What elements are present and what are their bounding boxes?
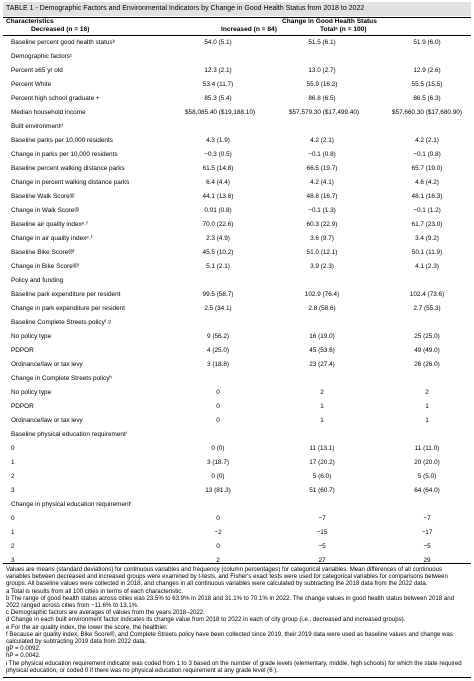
row-label: 2 <box>11 473 15 480</box>
table-row <box>0 120 474 134</box>
table-note: a Total is results from all 100 cities in terms of each characteristic. <box>6 587 184 595</box>
cell-increased: 1 <box>320 403 324 410</box>
table-row <box>0 372 474 386</box>
cell-decreased: 13 (81.3) <box>205 487 231 494</box>
row-label: Percent high school graduate + <box>11 95 100 102</box>
table-row <box>0 190 474 204</box>
cell-total: 51.9 (6.0) <box>413 39 441 46</box>
cell-decreased: 3 (18.8) <box>206 361 230 368</box>
cell-decreased: 3 (18.7) <box>206 459 230 466</box>
cell-increased: −15 <box>316 529 328 536</box>
table-row <box>0 428 474 442</box>
cell-total: −17 <box>421 529 433 536</box>
cell-total: 1 <box>425 417 429 424</box>
cell-increased: $57,579.30 ($17,499.40) <box>289 109 360 116</box>
cell-increased: 3.6 (9.7) <box>310 235 334 242</box>
cell-total: 4.6 (4.2) <box>415 179 439 186</box>
table-row <box>0 498 474 512</box>
row-label: Change in air quality indexᵉ˒ᶠ <box>11 235 93 242</box>
cell-total: 25 (25.0) <box>414 333 440 340</box>
cell-increased: 23 (27.4) <box>309 361 335 368</box>
table-row <box>0 218 474 232</box>
header-total: Totalᵃ (n = 100) <box>320 26 367 33</box>
table-row <box>0 288 474 302</box>
row-label: Change in Bike Score®ᶠ <box>11 263 79 270</box>
header-characteristics: Characteristics <box>6 18 54 25</box>
table-row <box>0 386 474 400</box>
cell-total: 50.1 (11.9) <box>411 249 443 256</box>
table-bottom-rule <box>3 563 471 564</box>
cell-total: 65.7 (19.0) <box>411 165 443 172</box>
cell-decreased: 6.4 (4.4) <box>206 179 230 186</box>
cell-total: 4.1 (2.3) <box>415 263 439 270</box>
row-label: Baseline percent walking distance parks <box>11 165 125 172</box>
table-row <box>0 442 474 456</box>
table-row <box>0 246 474 260</box>
row-label: Built environmentᵈ <box>11 123 63 130</box>
cell-total: −0.1 (1.2) <box>413 207 441 214</box>
cell-total: −0.1 (0.8) <box>413 151 441 158</box>
cell-decreased: 0 (0) <box>211 473 225 480</box>
cell-increased: 13.0 (2.7) <box>308 67 336 74</box>
cell-total: 26 (26.0) <box>414 361 440 368</box>
table-body <box>0 36 474 568</box>
cell-increased: −5 <box>318 543 326 550</box>
cell-decreased: 4.3 (1.9) <box>206 137 230 144</box>
cell-total: 55.5 (15.5) <box>411 81 443 88</box>
cell-increased: −7 <box>318 515 326 522</box>
table-row <box>0 358 474 372</box>
cell-decreased: 44.1 (13.6) <box>202 193 234 200</box>
cell-decreased: 12.3 (2.1) <box>204 67 232 74</box>
row-label: No policy type <box>11 333 52 340</box>
cell-total: 48.1 (16.3) <box>411 193 443 200</box>
cell-decreased: 70.0 (22.6) <box>202 221 234 228</box>
row-label: Change in percent walking distance parks <box>11 179 130 186</box>
cell-decreased: 4 (25.0) <box>206 347 230 354</box>
cell-total: 29 <box>423 557 431 564</box>
table-row <box>0 176 474 190</box>
row-label: Baseline Bike Score®ᶠ <box>11 249 75 256</box>
cell-increased: 102.9 (76.4) <box>304 291 340 298</box>
cell-total: 2 <box>425 389 429 396</box>
header-change-group: Change in Good Health Status <box>282 18 377 25</box>
row-label: Change in parks per 10,000 residents <box>11 151 118 158</box>
cell-increased: 27 <box>318 557 326 564</box>
cell-total: 11 (11.0) <box>414 445 440 452</box>
cell-decreased: 2 <box>216 557 220 564</box>
cell-total: 5 (5.0) <box>417 473 437 480</box>
cell-increased: 51.0 (12.1) <box>306 249 338 256</box>
table-note: f Because air quality index, Bike Score®, and Complete Streets policy have been collected since 2019, their 2019 data were used as baseline values and change was calculated by subtracting 2019 data from 2022 data. <box>6 630 453 646</box>
cell-total: 3.4 (9.2) <box>415 235 439 242</box>
cell-decreased: 53.4 (11.7) <box>202 81 234 88</box>
cell-decreased: −2 <box>214 529 222 536</box>
cell-decreased: 0.01 (0.8) <box>204 207 232 214</box>
table-row <box>0 512 474 526</box>
row-label: 0 <box>11 515 15 522</box>
cell-total: 49 (49.0) <box>414 347 440 354</box>
table-row <box>0 330 474 344</box>
cell-increased: 2.8 (58.6) <box>308 305 336 312</box>
cell-increased: 45 (53.6) <box>309 347 335 354</box>
cell-increased: 55.9 (16.2) <box>306 81 338 88</box>
row-label: PDPOR <box>11 403 34 410</box>
row-label: Change in Complete Streets policyʰ <box>11 375 112 382</box>
row-label: No policy type <box>11 389 52 396</box>
cell-increased: 5 (6.0) <box>312 473 332 480</box>
cell-decreased: $58,085.40 ($19,188.10) <box>185 109 256 116</box>
cell-increased: 66.5 (19.7) <box>306 165 338 172</box>
cell-total: 12.9 (2.6) <box>413 67 441 74</box>
cell-decreased: 0 <box>216 403 220 410</box>
table-row <box>0 148 474 162</box>
row-label: 2 <box>11 543 15 550</box>
cell-increased: 4.2 (2.1) <box>310 137 334 144</box>
cell-increased: 11 (13.1) <box>309 445 335 452</box>
cell-increased: 48.8 (16.7) <box>306 193 338 200</box>
cell-total: 64 (64.0) <box>414 487 440 494</box>
row-label: Baseline air quality indexᵉ˒ᶠ <box>11 221 88 228</box>
cell-decreased: 0 <box>216 515 220 522</box>
row-label: Baseline Walk Score® <box>11 193 75 200</box>
cell-increased: 4.2 (4.1) <box>310 179 334 186</box>
table-title: TABLE 1 - Demographic Factors and Environmental Indicators by Change in Good Health Status from 2018 to 2022 <box>3 2 471 16</box>
row-label: Change in Walk Score® <box>11 207 80 214</box>
cell-decreased: 0 <box>216 417 220 424</box>
table-note: e For the air quality index, the lower the score, the healthier. <box>6 623 168 631</box>
row-label: 3 <box>11 557 15 564</box>
table-row <box>0 414 474 428</box>
row-label: 0 <box>11 445 15 452</box>
row-label: Demographic factorsᶜ <box>11 53 73 60</box>
table-row <box>0 400 474 414</box>
cell-increased: −0.1 (1.3) <box>308 207 336 214</box>
row-label: Baseline percent good health statusᵇ <box>11 39 116 46</box>
cell-increased: 1 <box>320 417 324 424</box>
row-label: Baseline parks per 10,000 residents <box>11 137 113 144</box>
row-label: Ordinance/law or tax levy <box>11 361 83 368</box>
row-label: Percent White <box>11 81 52 88</box>
cell-decreased: 85.3 (5.4) <box>204 95 232 102</box>
table-note: Values are means (standard deviations) for continuous variables and frequency (column percentages) for categorical variables. Mean differences of all continuous variables between decreased and increased groups were examined by t-tests, and Fisher's exact tests were used for categorical variables for comparisons between groups. All baseline values were collected in 2018, and changes in all continuous variables were calculated by subtracting the 2018 data from the 2022 data. <box>6 566 448 588</box>
row-label: 1 <box>11 459 15 466</box>
table-row <box>0 50 474 64</box>
row-label: Percent ≥65 yr old <box>11 67 63 74</box>
row-label: Baseline park expenditure per resident <box>11 291 121 298</box>
cell-decreased: 2.5 (34.1) <box>204 305 232 312</box>
table-row <box>0 274 474 288</box>
table-row <box>0 232 474 246</box>
row-label: Change in park expenditure per resident <box>11 305 126 312</box>
cell-decreased: 2.3 (4.9) <box>206 235 230 242</box>
cell-decreased: 61.5 (14.8) <box>202 165 234 172</box>
header-top-rule <box>3 17 471 18</box>
table-note: i The physical education requirement indicator was coded from 1 to 3 based on the number of grade levels (elementary, middle, high schools) for which the state required physical education, or coded 0 if there was no physical education requirement at any grade level (6 ). <box>6 659 462 674</box>
cell-increased: 60.3 (22.9) <box>306 221 338 228</box>
cell-decreased: 0 <box>216 389 220 396</box>
table-row <box>0 456 474 470</box>
cell-total: 20 (20.0) <box>414 459 440 466</box>
table-row <box>0 106 474 120</box>
row-label: Median household income <box>11 109 86 116</box>
row-label: Baseline physical education requirementⁱ <box>11 431 127 438</box>
page-bottom-rule <box>3 677 471 678</box>
cell-total: −7 <box>423 515 431 522</box>
table-row <box>0 78 474 92</box>
table-note: b The range of good health status across cities was 23.5% to 63.9% in 2018 and 31.1% to 70.1% in 2022. The change values in good health status between 2018 and 2022 ranged across cities from −11.6% to 13.1%. <box>6 594 454 610</box>
table-row <box>0 92 474 106</box>
cell-decreased: 9 (56.2) <box>206 333 230 340</box>
table-note: c Demographic factors are averages of values from the years 2018–2022. <box>6 609 205 617</box>
table-note: hP = 0.0042. <box>6 652 41 660</box>
cell-decreased: 0 (0) <box>211 445 225 452</box>
table-row <box>0 36 474 50</box>
cell-total: −5 <box>423 543 431 550</box>
cell-total: 102.4 (73.6) <box>409 291 445 298</box>
header-decreased: Decreased (n = 16) <box>31 26 90 33</box>
table-row <box>0 64 474 78</box>
table-note: gP = 0.0092. <box>6 645 41 653</box>
row-label: PDPOR <box>11 347 34 354</box>
row-label: 3 <box>11 487 15 494</box>
cell-increased: −0.1 (0.8) <box>308 151 336 158</box>
cell-total: 1 <box>425 403 429 410</box>
table-notes <box>6 566 468 674</box>
row-label: Baseline Complete Streets policyᶠ˒ᵍ <box>11 319 111 326</box>
cell-total: 61.7 (23.0) <box>411 221 443 228</box>
row-label: 1 <box>11 529 15 536</box>
cell-increased: 16 (19.0) <box>309 333 335 340</box>
table-row <box>0 316 474 330</box>
table-row <box>0 162 474 176</box>
table-row <box>0 344 474 358</box>
cell-increased: 3.9 (2.3) <box>310 263 334 270</box>
cell-increased: 17 (20.2) <box>309 459 335 466</box>
cell-total: 4.2 (2.1) <box>415 137 439 144</box>
table-row <box>0 302 474 316</box>
table-row <box>0 134 474 148</box>
cell-decreased: 54.0 (5.1) <box>204 39 232 46</box>
cell-decreased: 0 <box>216 543 220 550</box>
row-label: Ordinance/law or tax levy <box>11 417 83 424</box>
cell-total: 2.7 (55.3) <box>413 305 441 312</box>
cell-increased: 51.5 (6.1) <box>308 39 336 46</box>
cell-decreased: −0.3 (0.5) <box>204 151 232 158</box>
table-row <box>0 526 474 540</box>
cell-decreased: 45.5 (10.2) <box>202 249 234 256</box>
cell-decreased: 99.5 (58.7) <box>202 291 234 298</box>
table-note: d Change in each built environment factor indicates its change value from 2018 to 2022 in each of city group (i.e., decreased and increased groups). <box>6 616 406 624</box>
header-increased: Increased (n = 84) <box>221 26 277 33</box>
cell-increased: 86.8 (6.5) <box>308 95 336 102</box>
cell-increased: 51 (60.7) <box>309 487 335 494</box>
table-row <box>0 540 474 554</box>
table-row <box>0 484 474 498</box>
row-label: Change in physical education requirementⁱ <box>11 501 132 508</box>
cell-total: 86.5 (6.3) <box>413 95 441 102</box>
cell-total: $57,660.30 ($17,680.90) <box>391 109 462 116</box>
row-label: Policy and funding <box>11 277 64 284</box>
cell-increased: 2 <box>320 389 324 396</box>
table-row <box>0 260 474 274</box>
table-row <box>0 470 474 484</box>
table-row <box>0 204 474 218</box>
cell-decreased: 5.1 (2.1) <box>206 263 230 270</box>
